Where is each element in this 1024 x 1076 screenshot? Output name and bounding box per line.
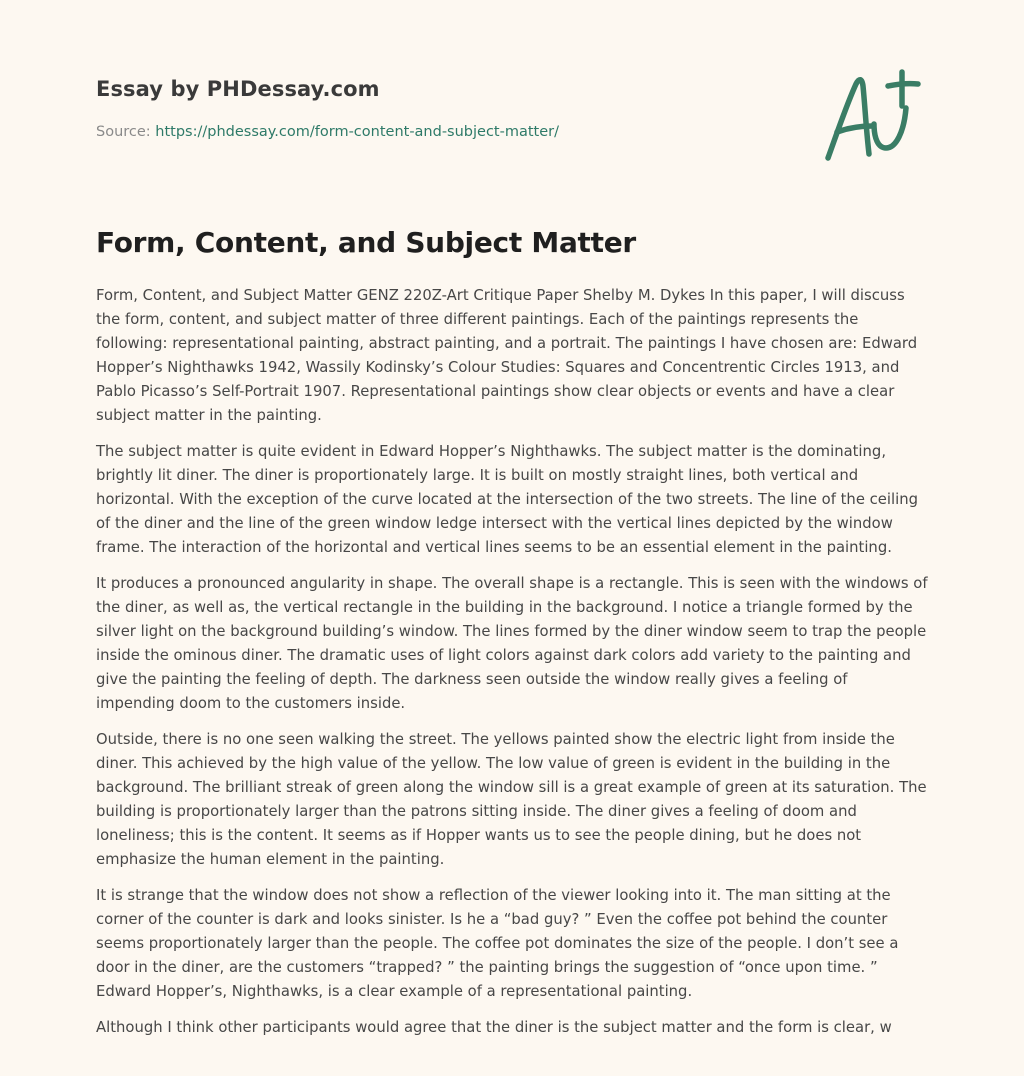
essay-body [96,284,930,1052]
source-line [96,124,559,140]
essay-title: Form, Content, and Subject Matter [96,226,636,259]
essay-paragraph: Outside, there is no one seen walking the street. The yellows painted show the electric light from inside the diner. This achieved by the high value of the yellow. The low value of green is evident in the building in the background. The brilliant streak of green along the window sill is a great example of green at its saturation. The building is proportionately larger than the patrons sitting inside. The diner gives a feeling of doom and loneliness; this is the content. It seems as if Hopper wants us to see the people dining, but he does not emphasize the human element in the painting. [96,731,927,868]
essay-paragraph: The subject matter is quite evident in Edward Hopper’s Nighthawks. The subject matter is the dominating, brightly lit diner. The diner is proportionately large. It is built on mostly straight lines, both vertical and horizontal. With the exception of the curve located at the intersection of the two streets. The line of the ceiling of the diner and the line of the green window ledge intersect with the vertical lines depicted by the window frame. The interaction of the horizontal and vertical lines seems to be an essential element in the painting. [96,443,918,556]
site-brand: Essay by PHDessay.com [96,77,380,101]
essay-paragraph: It produces a pronounced angularity in shape. The overall shape is a rectangle. This is seen with the windows of the diner, as well as, the vertical rectangle in the building in the background. I notice a triangle formed by the silver light on the background building’s window. The lines formed by the diner window seem to trap the people inside the ominous diner. The dramatic uses of light colors against dark colors add variety to the painting and give the painting the feeling of depth. The darkness seen outside the window really gives a feeling of impending doom to the customers inside. [96,575,928,712]
source-link[interactable]: https://phdessay.com/form-content-and-subject-matter/ [155,124,559,140]
essay-paragraph: Although I think other participants would agree that the diner is the subject matter and the form is clear, w [96,1019,892,1036]
source-label: Source: [96,124,151,140]
a-plus-logo-icon [822,66,926,166]
essay-paragraph: Form, Content, and Subject Matter GENZ 220Z-Art Critique Paper Shelby M. Dykes In this paper, I will discuss the form, content, and subject matter of three different paintings. Each of the paintings represents the following: representational painting, abstract painting, and a portrait. The paintings I have chosen are: Edward Hopper’s Nighthawks 1942, Wassily Kodinsky’s Colour Studies: Squares and Concentrentic Circles 1913, and Pablo Picasso’s Self-Portrait 1907. Representational paintings show clear objects or events and have a clear subject matter in the painting. [96,287,918,424]
essay-page [96,0,930,1076]
essay-paragraph: It is strange that the window does not show a reflection of the viewer looking into it. The man sitting at the corner of the counter is dark and looks sinister. Is he a “bad guy? ” Even the coffee pot behind the counter seems proportionately larger than the people. The coffee pot dominates the size of the people. I don’t see a door in the diner, are the customers “trapped? ” the painting brings the suggestion of “once upon time. ” Edward Hopper’s, Nighthawks, is a clear example of a representational painting. [96,887,899,1000]
